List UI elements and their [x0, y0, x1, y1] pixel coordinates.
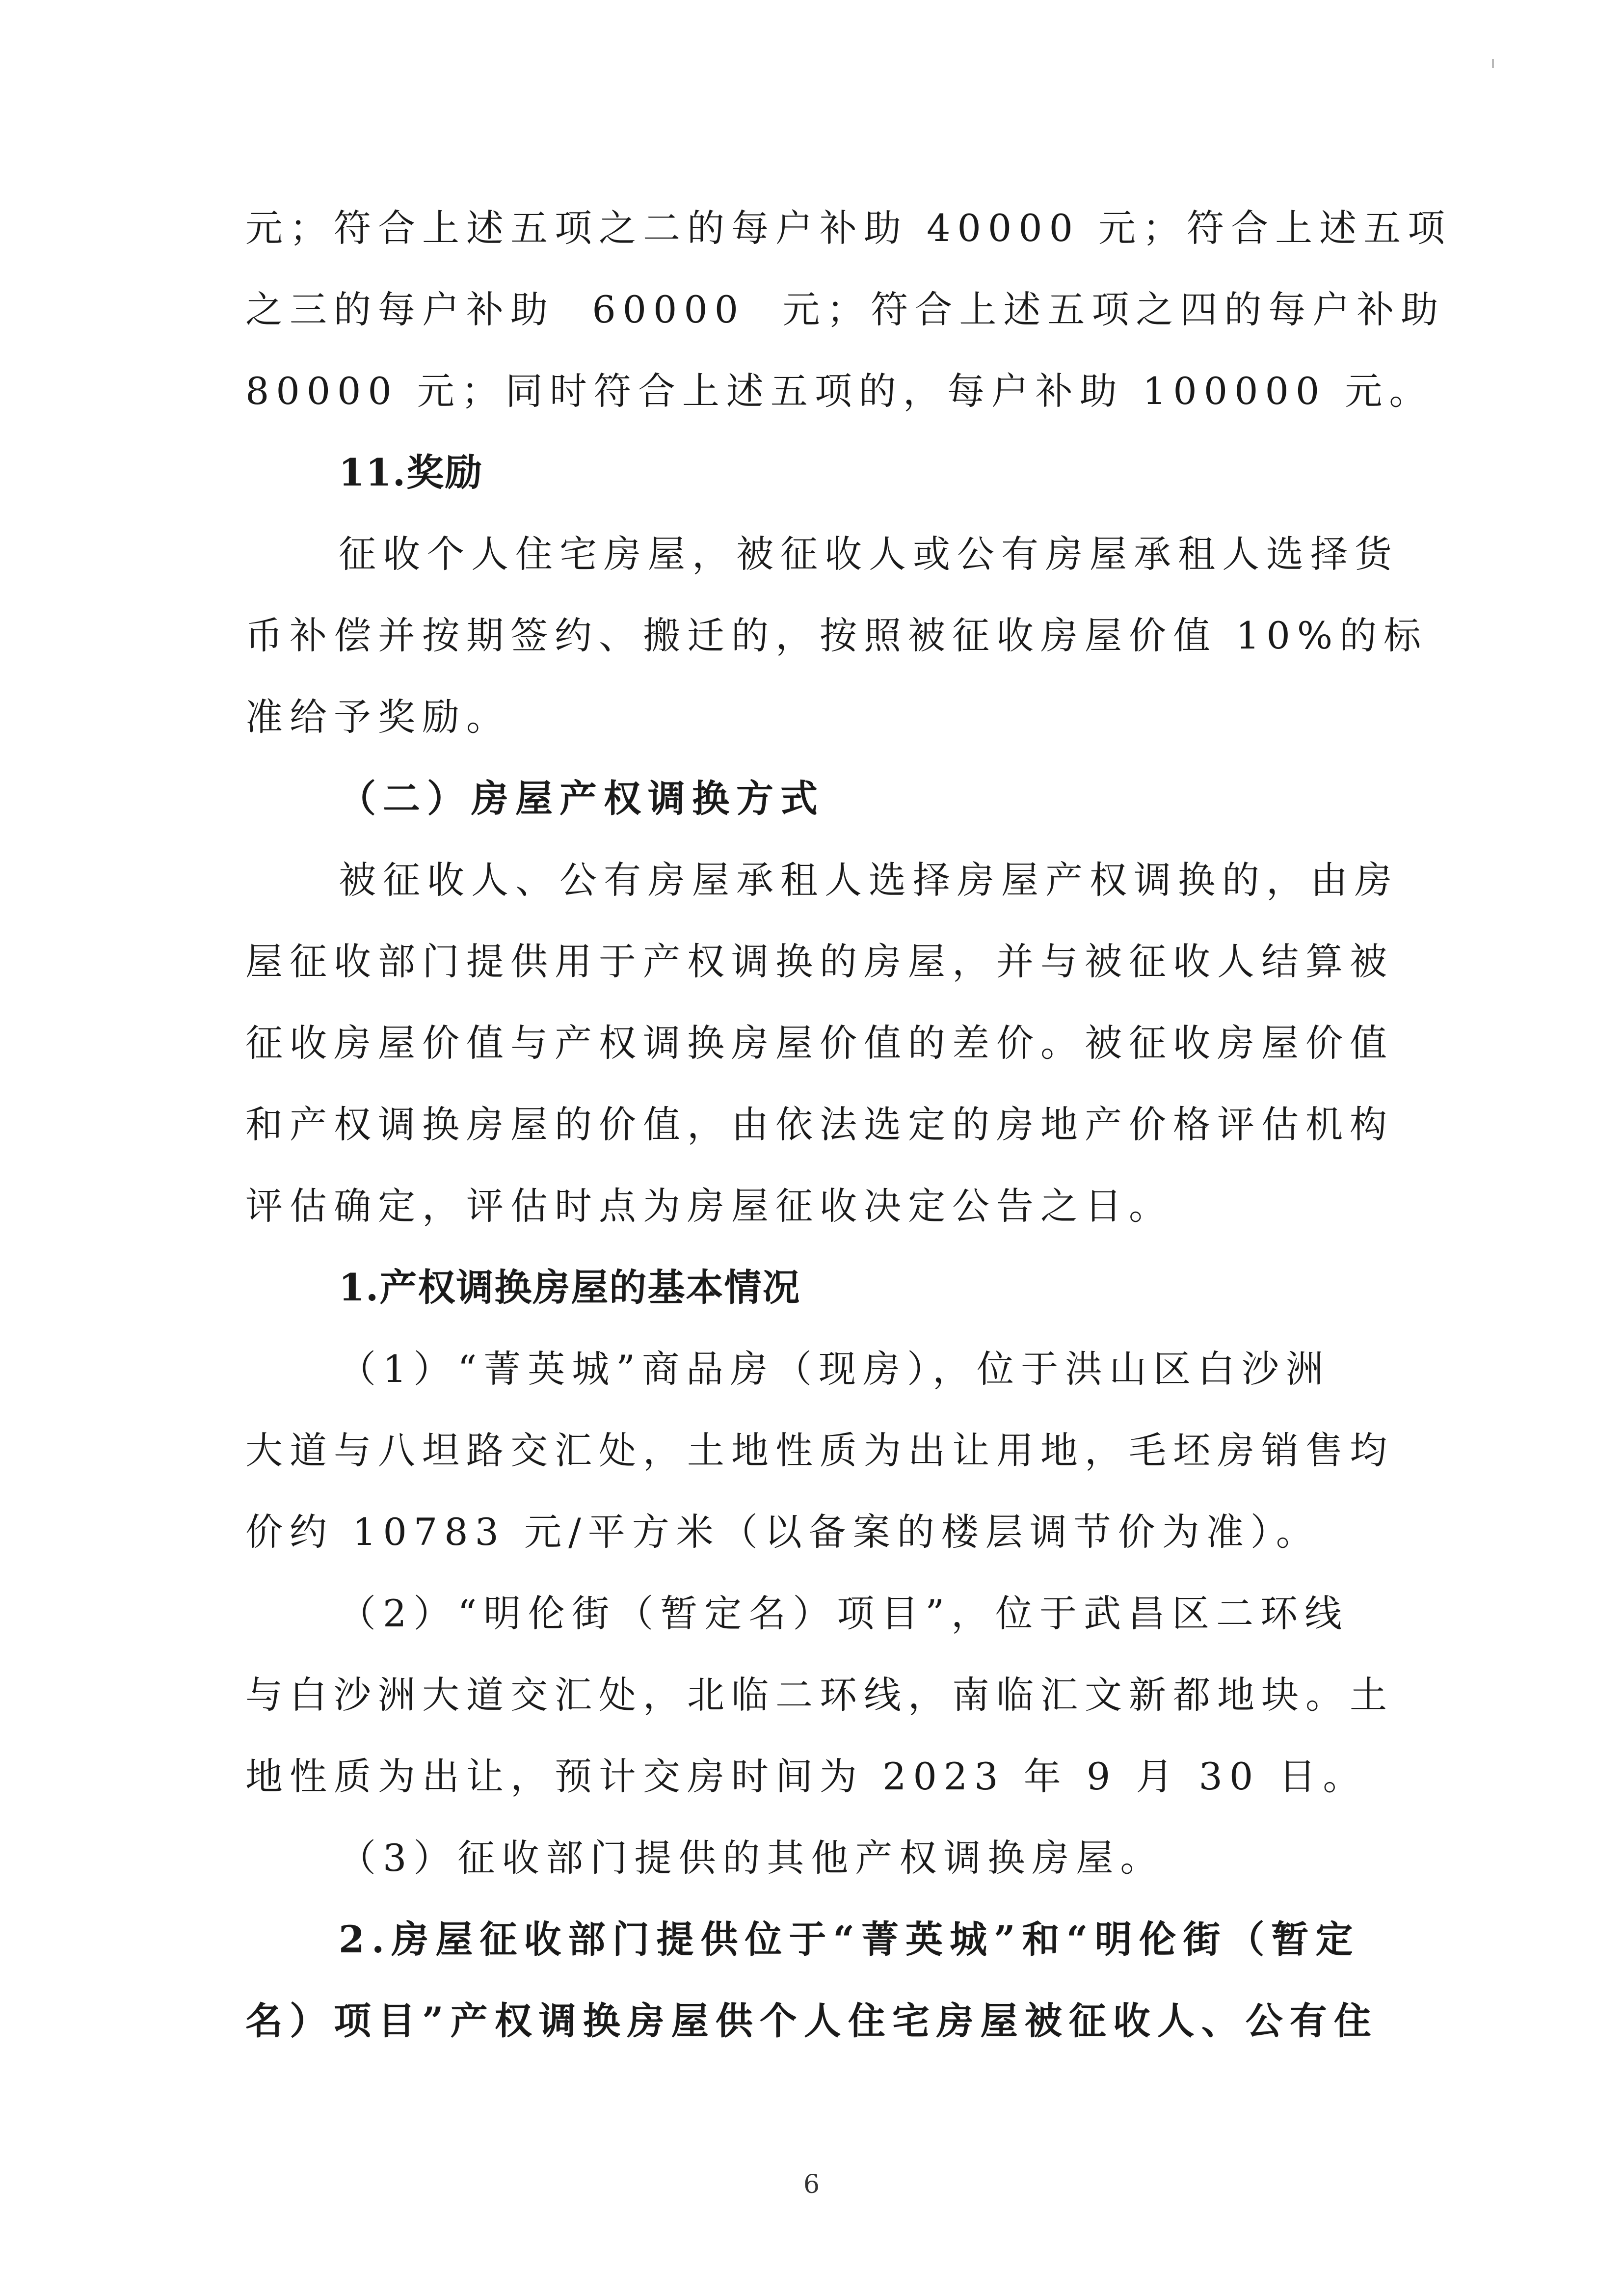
paragraph-line: （3）征收部门提供的其他产权调换房屋。	[339, 1836, 1165, 1880]
paragraph-line: 屋征收部门提供用于产权调换的房屋，并与被征收人结算被	[245, 940, 1394, 983]
paragraph-line: 评估确定，评估时点为房屋征收决定公告之日。	[245, 1184, 1173, 1228]
bold-paragraph-line: 名）项目”产权调换房屋供个人住宅房屋被征收人、公有住	[245, 1999, 1378, 2043]
paragraph-line: （2）“明伦街（暂定名）项目”，位于武昌区二环线	[339, 1592, 1349, 1635]
paragraph-line: 和产权调换房屋的价值，由依法选定的房地产价格评估机构	[245, 1103, 1394, 1146]
paragraph-line: 80000 元；同时符合上述五项的，每户补助 100000 元。	[245, 369, 1434, 413]
paragraph-line: 币补偿并按期签约、搬迁的，按照被征收房屋价值 10%的标	[245, 614, 1428, 657]
paragraph-line: 征收个人住宅房屋，被征收人或公有房屋承租人选择货	[339, 532, 1399, 576]
paragraph-line: （1）“菁英城”商品房（现房），位于洪山区白沙洲	[339, 1347, 1330, 1391]
paragraph-line: 价约 10783 元/平方米（以备案的楼层调节价为准）。	[245, 1510, 1320, 1554]
bold-paragraph-line: 2.房屋征收部门提供位于“菁英城”和“明伦街（暂定	[339, 1918, 1360, 1961]
section-heading: （二）房屋产权调换方式	[339, 777, 825, 820]
paragraph-line: 之三的每户补助 60000 元；符合上述五项之四的每户补助	[245, 288, 1445, 331]
page-number: 6	[803, 2170, 820, 2199]
paragraph-line: 被征收人、公有房屋承租人选择房屋产权调换的，由房	[339, 858, 1399, 902]
paragraph-line: 地性质为出让，预计交房时间为 2023 年 9 月 30 日。	[245, 1755, 1367, 1798]
paragraph-line: 元；符合上述五项之二的每户补助 40000 元；符合上述五项	[245, 206, 1452, 250]
section-heading: 1.产权调换房屋的基本情况	[339, 1266, 801, 1309]
paragraph-line: 与白沙洲大道交汇处，北临二环线，南临汇文新都地块。土	[245, 1673, 1394, 1717]
section-heading: 11.奖励	[339, 451, 483, 494]
paragraph-line: 征收房屋价值与产权调换房屋价值的差价。被征收房屋价值	[245, 1021, 1394, 1065]
paragraph-line: 大道与八坦路交汇处，土地性质为出让用地，毛坯房销售均	[245, 1429, 1394, 1472]
paragraph-line: 准给予奖励。	[245, 695, 510, 739]
scan-speck	[1492, 59, 1494, 68]
